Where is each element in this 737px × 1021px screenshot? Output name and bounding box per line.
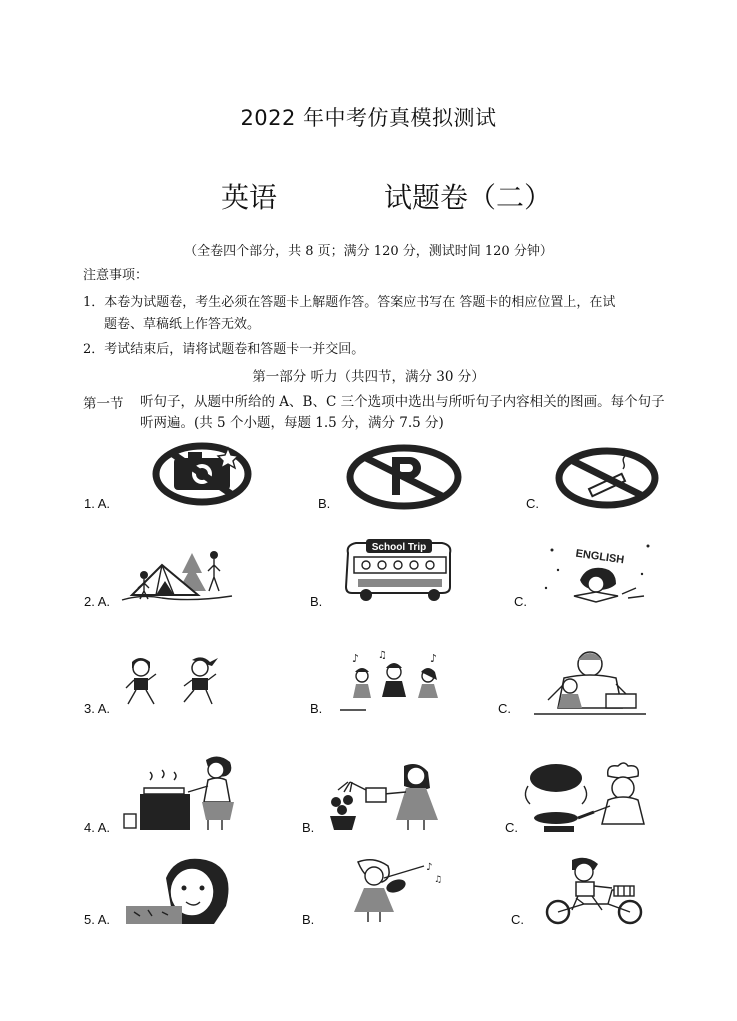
q4-option-c-label: C. bbox=[505, 820, 518, 835]
no-parking-sign-icon bbox=[346, 445, 462, 509]
no-smoking-sign-icon bbox=[555, 447, 659, 509]
q1-option-c-label: C. bbox=[526, 496, 539, 511]
note-item-1: 1．本卷为试题卷，考生必须在答题卡上解题作答。答案应书写在 答题卡的相应位置上，在试 bbox=[83, 295, 616, 310]
exam-info-line: （全卷四个部分，共 8 页；满分 120 分，测试时间 120 分钟） bbox=[184, 244, 553, 259]
kids-running-icon bbox=[124, 654, 230, 712]
q4-option-a-label: 4. A. bbox=[84, 820, 111, 835]
kids-singing-icon bbox=[338, 648, 452, 714]
note-item-1-cont: 题卷、草稿纸上作答无效。 bbox=[104, 317, 261, 332]
bus-sign-text: School Trip bbox=[371, 542, 427, 553]
chef-pancake-icon bbox=[518, 762, 656, 834]
svg-text:♫: ♫ bbox=[378, 650, 387, 661]
boy-riding-bike-icon bbox=[538, 856, 656, 924]
svg-text:♪: ♪ bbox=[426, 862, 433, 873]
no-camera-sign-icon bbox=[150, 440, 254, 508]
q5-option-a-label: 5. A. bbox=[84, 912, 111, 927]
q5-option-b-label: B. bbox=[302, 912, 315, 927]
q2-option-a-label: 2. A. bbox=[84, 594, 111, 609]
grandpa-hugging-child-icon bbox=[524, 650, 656, 716]
notes-heading: 注意事项： bbox=[83, 268, 149, 283]
english-text: ENGLISH bbox=[574, 547, 625, 567]
camping-tent-icon bbox=[122, 545, 232, 603]
paper-title: 试题卷（二） bbox=[384, 181, 553, 214]
girl-playing-violin-icon bbox=[334, 856, 448, 924]
school-trip-bus-icon bbox=[336, 537, 460, 603]
part-title: 第一部分 听力（共四节，满分 30 分） bbox=[252, 369, 485, 385]
exam-title: 2022 年中考仿真模拟测试 bbox=[240, 106, 497, 130]
q2-option-c-label: C. bbox=[514, 594, 527, 609]
section-instructions: 听句子，从题中所给的 A、B、C 三个选项中选出与所听句子内容相关的图画。每个句子听两遍。(共 5 个小题，每题 1.5 分，满分 7.5 分) bbox=[140, 394, 665, 431]
q3-option-a-label: 3. A. bbox=[84, 701, 111, 716]
q1-option-a-label: 1. A. bbox=[84, 496, 111, 511]
girl-painting-icon bbox=[126, 856, 246, 924]
svg-text:♪: ♪ bbox=[430, 652, 438, 665]
girl-reading-english-icon bbox=[538, 540, 662, 604]
note-item-2: 2．考试结束后，请将试题卷和答题卡一并交回。 bbox=[83, 342, 365, 357]
girl-watering-flowers-icon bbox=[322, 760, 448, 832]
q3-option-c-label: C. bbox=[498, 701, 511, 716]
subject-title: 英语 bbox=[221, 181, 278, 214]
svg-text:♪: ♪ bbox=[352, 652, 360, 665]
q2-option-b-label: B. bbox=[310, 594, 323, 609]
q5-option-c-label: C. bbox=[511, 912, 524, 927]
q4-option-b-label: B. bbox=[302, 820, 315, 835]
section-label: 第一节 bbox=[83, 396, 124, 412]
q3-option-b-label: B. bbox=[310, 701, 323, 716]
woman-cooking-icon bbox=[122, 754, 240, 832]
q1-option-b-label: B. bbox=[318, 496, 331, 511]
svg-text:♫: ♫ bbox=[434, 875, 443, 885]
